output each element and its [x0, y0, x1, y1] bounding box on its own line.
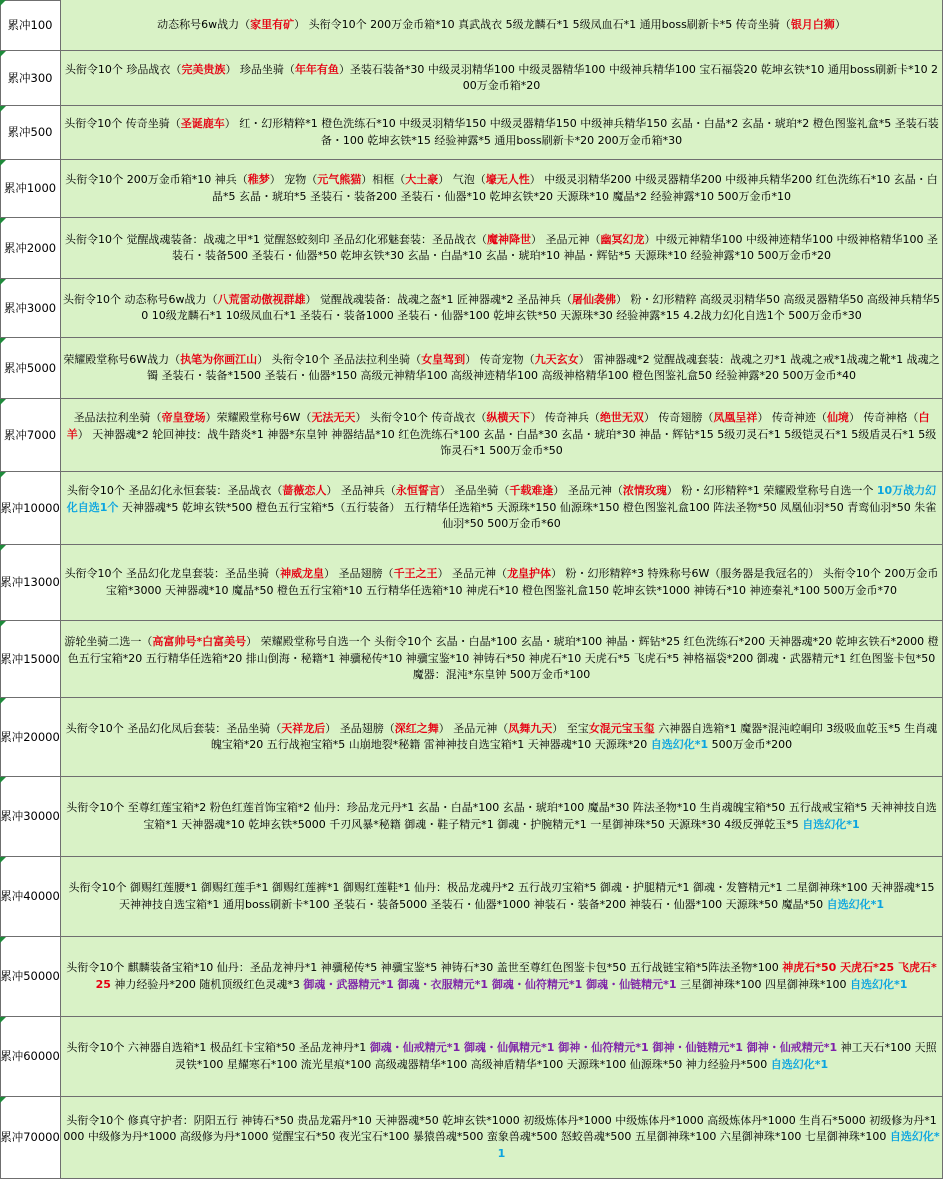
reward-cell	[61, 545, 943, 621]
cell-corner-marker	[0, 1017, 6, 1023]
reward-segment: ） 传奇宠物（	[465, 352, 535, 366]
highlight-red: 神威龙皇	[280, 567, 325, 580]
highlight-red: 龙皇护体	[507, 567, 552, 580]
reward-segment: ） 圣品元神（	[553, 484, 623, 498]
highlight-red: 执笔为你画江山	[180, 352, 258, 366]
highlight-blue: 自选幻化*1	[802, 817, 860, 831]
reward-segment: ） 圣品坐骑（	[439, 484, 510, 498]
cell-corner-marker	[0, 777, 6, 783]
tier-label	[0, 857, 61, 937]
highlight-red: 元气熊猫	[317, 173, 362, 186]
tier-label-text: 累冲70000	[0, 1130, 60, 1144]
highlight-red: 仙境	[826, 411, 849, 425]
reward-segment: 头衔令10个 圣品幻化永恒套装：圣品战衣（	[66, 484, 283, 498]
reward-segment: ） 传奇神兵（	[530, 411, 600, 425]
reward-segment: 头衔令10个 珍品战衣（	[64, 62, 182, 76]
highlight-red: 屠仙袭佛	[572, 292, 616, 306]
reward-segment: ） 头衔令10个 200万金币箱*10 真武战衣 5级龙麟石*1 5级凤血石*1 通用boss刷新卡*5 传奇坐骑（	[294, 17, 791, 31]
tier-label-text: 累冲300	[7, 70, 53, 85]
table-row	[0, 338, 943, 399]
highlight-purple: 御魂・仙戒精元*1 御魂・仙佩精元*1 御神・仙符精元*1 御神・仙链精元*1 御神・仙戒精元*1	[369, 1041, 838, 1054]
highlight-red: 无法无天	[311, 411, 356, 425]
tier-label	[0, 399, 61, 472]
cell-corner-marker	[0, 160, 6, 166]
highlight-blue: 自选幻化*1	[826, 897, 885, 911]
reward-cell	[61, 1017, 943, 1097]
cell-corner-marker	[0, 937, 6, 943]
reward-segment: ） 中级灵羽精华200 中级灵器精华200 中级神兵精华200 红色洗练石*10 玄晶・白晶*5 玄晶・琥珀*5 圣装石・装备200 圣装石・仙器*10 乾坤玄铁*20 天源珠*10 魔晶*2 经验神露*10 500万金币*10	[212, 173, 938, 203]
tier-label	[0, 937, 61, 1017]
tier-label	[0, 777, 61, 857]
table-row	[0, 857, 943, 937]
reward-segment: 游轮坐骑二选一（	[64, 635, 153, 649]
tier-label-text: 累冲15000	[0, 651, 60, 666]
table-row	[0, 472, 943, 545]
highlight-red: 银月白狮	[790, 17, 835, 31]
reward-segment: ） 头衔令10个 圣品法拉利坐骑（	[257, 352, 422, 366]
reward-segment: 天神器魂*5 乾坤玄铁*500 橙色五行宝箱*5（五行装备） 五行精华任选箱*5 天源珠*150 仙源珠*150 橙色图鉴礼盒100 阵法圣物*50 凤凰仙羽*50 青鸾仙羽*50 朱雀仙羽*50 500万金币*60	[118, 500, 937, 531]
reward-segment: ） 粉・幻形精粹 高级灵羽精华50 高级灵器精华50 高级神兵精华50 10级龙麟石*1 10级凤血石*1 圣装石・装备1000 圣装石・仙器*100 乾坤玄铁*50 天源珠*30 经验神露*15 4.2战力幻化自选1个 500万金币*30	[141, 292, 940, 322]
reward-segment: 头衔令10个 御赐红莲腰*1 御赐红莲手*1 御赐红莲裤*1 御赐红莲鞋*1 仙丹：极品龙魂丹*2 五行战刃宝箱*5 御魂・护腿精元*1 御魂・发簪精元*1 二星御神珠*100 天神器魂*15 天神神技自选宝箱*1 通用boss刷新卡*100 圣装石・装备5000 圣装石・仙器*1000 神装石・装备*200 神装石・仙器*100 天源珠*50 魔晶*50	[68, 881, 935, 911]
reward-segment: ） 圣品元神（	[531, 232, 601, 246]
highlight-red: 千载难逢	[509, 484, 554, 498]
highlight-red: 浓情玫瑰	[622, 484, 667, 498]
cell-corner-marker	[0, 545, 6, 551]
reward-cell	[61, 51, 943, 106]
reward-text	[63, 232, 940, 265]
reward-segment: ） 粉・幻形精粹*1 荣耀殿堂称号自选一个	[666, 484, 877, 498]
reward-segment: 500万金币*200	[708, 738, 793, 751]
reward-cell	[61, 338, 943, 399]
tier-label-text: 累冲40000	[0, 889, 60, 903]
highlight-red: 天祥龙后	[281, 721, 326, 735]
table-row	[0, 160, 943, 218]
highlight-red: 帝皇登场	[161, 411, 206, 425]
reward-segment: ） 传奇翅膀（	[643, 411, 714, 425]
tier-label-text: 累冲20000	[0, 729, 60, 744]
highlight-blue: 自选幻化*1	[850, 977, 908, 991]
highlight-red: 九天玄女	[534, 352, 579, 366]
reward-segment: 三星御神珠*100 四星御神珠*100	[676, 977, 850, 991]
tier-label	[0, 545, 61, 621]
tier-label-text: 累冲13000	[0, 575, 60, 589]
cell-corner-marker	[0, 621, 6, 627]
table-row	[0, 218, 943, 279]
reward-segment: ） 圣品元神（	[438, 721, 509, 735]
tier-label	[0, 51, 61, 106]
cell-corner-marker	[0, 472, 6, 478]
reward-segment: ） 圣品翅膀（	[324, 567, 394, 580]
reward-segment: ） 宠物（	[269, 173, 318, 186]
cell-corner-marker	[0, 0, 6, 6]
highlight-red: 蔷薇恋人	[282, 484, 327, 498]
highlight-red: 千王之王	[393, 567, 438, 580]
reward-text	[63, 410, 940, 460]
reward-segment: 圣品法拉利坐骑（	[73, 411, 162, 425]
reward-segment: ） 珍品坐骑（	[225, 62, 295, 76]
highlight-red: 高富帅号*白富美号	[152, 635, 247, 649]
highlight-red: 幽冥幻龙	[600, 232, 645, 246]
table-row	[0, 399, 943, 472]
reward-segment: ） 粉・幻形精粹*3 特殊称号6W（服务器是我冠名的） 头衔令10个 200万金币宝箱*3000 天神器魂*10 魔晶*50 橙色五行宝箱*10 五行精华任选箱*10 神虎石*10 橙色图鉴礼盒150 乾坤玄铁*1000 神铸石*10 神迹秦礼*100 500万金币*70	[106, 567, 939, 597]
reward-text	[63, 880, 940, 913]
reward-cell	[61, 218, 943, 279]
reward-text	[63, 960, 940, 993]
highlight-red: 白羊	[66, 411, 930, 441]
reward-segment: 头衔令10个 修真守护者：阴阳五行 神铸石*50 贵品龙霜丹*10 天神器魂*50 乾坤玄铁*1000 初级炼体丹*1000 中级炼体丹*1000 高级炼体丹*1000 生肖石*5000 初级修为丹*1000 中级修为丹*1000 高级修为丹*1000 觉醒宝石*50 夜光宝石*100 暴猿兽魂*500 蛮象兽魂*500 怒蛟兽魂*500 五星御神珠*100 六星御神珠*100 七星御神珠*100	[63, 1113, 937, 1144]
table-row	[0, 698, 943, 777]
reward-text	[63, 116, 940, 149]
reward-segment: ）相框（	[361, 173, 406, 186]
highlight-red: 神虎石*50 天虎石*25 飞虎石*25	[95, 961, 937, 991]
reward-segment: ） 天神器魂*2 轮回神技：战牛踏炎*1 神器*东皇钟 神器结晶*10 红色洗练石*100 玄晶・白晶*30 玄晶・琥珀*30 神晶・辉钻*15 5级刃灵石*1 5级铠灵石*1 5级盾灵石*1 5级饰灵石*1 500万金币*50	[77, 427, 937, 458]
reward-text	[63, 352, 940, 385]
reward-segment: ） 荣耀殿堂称号自选一个 头衔令10个 玄晶・白晶*100 玄晶・琥珀*100 神晶・辉钻*25 红色洗练石*200 天神器魂*20 乾坤玄铁石*2000 橙色五行宝箱*20 五行精华任选箱*20 排山倒海・秘籍*1 神骥秘传*10 神骥宝鉴*10 神铸石*50 神虎石*10 天虎石*5 飞虎石*5 神格福袋*200 御魂・武器精元*1 红色图鉴卡包*50 魔器：混沌*东皇钟 500万金币*100	[67, 635, 939, 682]
reward-text	[63, 634, 940, 684]
highlight-red: 八荒雷动傲视群雄	[217, 292, 306, 306]
reward-segment: 六神器自选箱*1 魔器*混沌崆峒印 3级吸血乾玉*5 生肖魂魄宝箱*20 五行战袍宝箱*5 山崩地裂*秘籍 雷神神技自选宝箱*1 天神器魂*10 天源珠*20	[210, 721, 938, 751]
reward-segment: ） 觉醒战魂装备：战魂之盔*1 匠神器魂*2 圣品神兵（	[305, 292, 572, 306]
highlight-blue: 10万战力幻化自选1个	[66, 484, 937, 514]
reward-cell	[61, 0, 943, 51]
tier-label-text: 累冲2000	[3, 240, 57, 255]
highlight-red: 绝世无双	[599, 411, 644, 425]
reward-text	[63, 800, 940, 833]
table-row	[0, 106, 943, 160]
reward-segment: ） 传奇神格（	[848, 411, 919, 425]
reward-segment: ） 至宝	[552, 721, 589, 735]
reward-segment: 头衔令10个 至尊红莲宝箱*2 粉色红莲首饰宝箱*2 仙丹：珍品龙元丹*1 玄晶・白晶*100 玄晶・琥珀*100 魔晶*30 阵法圣物*10 生肖魂魄宝箱*50 五行战戒宝箱*5 天神神技自选宝箱*1 天神器魂*10 乾坤玄铁*5000 千刃风暴*秘籍 御魂・鞋子精元*1 御魂・护腕精元*1 一星御神珠*50 天源珠*30 4级反弹乾玉*5	[66, 801, 937, 831]
tier-label	[0, 160, 61, 218]
reward-text	[63, 17, 940, 34]
tier-label-text: 累冲1000	[3, 181, 57, 195]
highlight-red: 魔神降世	[487, 232, 531, 246]
tier-label	[0, 1017, 61, 1097]
highlight-red: 女混元宝玉玺	[588, 721, 655, 735]
reward-segment: 荣耀殿堂称号6W战力（	[63, 352, 181, 366]
reward-segment: ） 雷神器魂*2 觉醒战魂套装：战魂之刃*1 战魂之戒*1战魂之靴*1 战魂之镯 圣装石・装备*1500 圣装石・仙器*150 高级元神精华100 高级神迹精华100 高级神格精华100 橙色图鉴礼盒50 经验神露*20 500万金币*40	[147, 352, 940, 382]
reward-cell	[61, 472, 943, 545]
table-row	[0, 1017, 943, 1097]
highlight-red: 大土豪	[405, 173, 439, 186]
highlight-red: 凤凰呈祥	[713, 411, 758, 425]
cell-corner-marker	[0, 1097, 6, 1103]
highlight-red: 圣诞鹿车	[180, 117, 225, 130]
highlight-red: 凤舞九天	[508, 721, 553, 735]
tier-label	[0, 338, 61, 399]
cell-corner-marker	[0, 279, 6, 285]
tier-label	[0, 0, 61, 51]
reward-segment: ）	[834, 17, 846, 31]
reward-segment: 头衔令10个 六神器自选箱*1 极品红卡宝箱*50 圣品龙神丹*1	[66, 1041, 370, 1054]
cell-corner-marker	[0, 218, 6, 224]
table-row	[0, 777, 943, 857]
reward-cell	[61, 621, 943, 698]
highlight-blue: 自选幻化*1	[497, 1130, 940, 1160]
reward-segment: 头衔令10个 圣品幻化凤后套装：圣品坐骑（	[65, 721, 282, 735]
highlight-red: 完美贵族	[181, 62, 226, 76]
reward-segment: 头衔令10个 传奇坐骑（	[64, 117, 181, 130]
reward-segment: ）圣装石装备*30 中级灵羽精华100 中级灵器精华100 中级神兵精华100 宝石福袋20 乾坤玄铁*10 通用boss刷新卡*10 200万金币箱*20	[338, 62, 939, 92]
reward-text	[63, 1040, 940, 1073]
table-row	[0, 621, 943, 698]
table-row	[0, 937, 943, 1017]
reward-cell	[61, 857, 943, 937]
reward-segment: 神力经验丹*200 随机顶级红色灵魂*3	[110, 977, 304, 991]
highlight-red: 深红之舞	[394, 721, 439, 735]
reward-text	[63, 62, 940, 95]
highlight-purple: 御魂・武器精元*1 御魂・衣服精元*1 御魂・仙符精元*1 御魂・仙链精元*1	[303, 977, 677, 991]
reward-segment: 头衔令10个 圣品幻化龙皇套装：圣品坐骑（	[64, 567, 281, 580]
cell-corner-marker	[0, 51, 6, 57]
reward-segment: 动态称号6w战力（	[157, 17, 251, 31]
cell-corner-marker	[0, 399, 6, 405]
tier-label-text: 累冲5000	[3, 360, 57, 375]
tier-label-text: 累冲7000	[3, 427, 57, 442]
tier-label-text: 累冲60000	[0, 1049, 60, 1063]
tier-label	[0, 698, 61, 777]
reward-segment: ） 气泡（	[438, 173, 486, 186]
cell-corner-marker	[0, 698, 6, 704]
reward-segment: ） 圣品神兵（	[326, 484, 396, 498]
reward-segment: ） 红・幻形精粹*1 橙色洗练石*10 中级灵羽精华150 中级灵器精华150 中级神兵精华150 玄晶・白晶*2 玄晶・琥珀*2 橙色图鉴礼盒*5 圣装石装备・100 乾坤玄铁*15 经验神露*5 通用boss刷新卡*20 200万金币箱*30	[224, 117, 939, 147]
tier-label-text: 累冲10000	[0, 500, 60, 515]
tier-label-text: 累冲3000	[3, 300, 57, 315]
tier-label	[0, 106, 61, 160]
reward-segment: ） 圣品元神（	[437, 567, 508, 580]
tier-label	[0, 1097, 61, 1179]
tier-label-text: 累冲100	[7, 17, 53, 32]
tier-label	[0, 279, 61, 338]
reward-segment: ）荣耀殿堂称号6W（	[205, 411, 312, 425]
highlight-red: 稚梦	[247, 173, 270, 186]
reward-segment: 头衔令10个 麒麟装备宝箱*10 仙丹：圣品龙神丹*1 神骥秘传*5 神骥宝鉴*5 神铸石*30 盖世至尊红色图鉴卡包*50 五行战链宝箱*5阵法圣物*100	[66, 961, 783, 974]
table-row	[0, 279, 943, 338]
table-row	[0, 1097, 943, 1179]
table-row	[0, 0, 943, 51]
reward-text	[63, 1113, 940, 1163]
highlight-red: 年年有鱼	[294, 62, 339, 76]
cell-corner-marker	[0, 338, 6, 344]
cell-corner-marker	[0, 106, 6, 112]
reward-cell	[61, 777, 943, 857]
highlight-red: 纵横天下	[486, 411, 531, 425]
highlight-blue: 自选幻化*1	[770, 1057, 829, 1071]
table-row	[0, 51, 943, 106]
reward-cell	[61, 160, 943, 218]
tier-label-text: 累冲50000	[0, 969, 60, 983]
reward-segment: ） 传奇神迹（	[757, 411, 827, 425]
reward-cell	[61, 279, 943, 338]
highlight-red: 家里有矿	[250, 17, 295, 31]
tier-label-text: 累冲500	[7, 125, 53, 139]
reward-text	[63, 566, 940, 599]
reward-text	[63, 721, 940, 754]
reward-segment: ）中级元神精华100 中级神迹精华100 中级神格精华100 圣装石・装备500 圣装石・仙器*50 乾坤玄铁*30 玄晶・白晶*10 玄晶・琥珀*10 神晶・辉钻*5 天源珠*10 经验神露*10 500万金币*20	[172, 232, 938, 262]
reward-cell	[61, 937, 943, 1017]
reward-segment: 头衔令10个 200万金币箱*10 神兵（	[65, 173, 248, 186]
tier-label	[0, 621, 61, 698]
highlight-red: 永恒誓言	[395, 484, 440, 498]
reward-segment: 头衔令10个 觉醒战魂装备：战魂之甲*1 觉醒怒蛟刻印 圣品幻化邪魅套装：圣品战衣（	[65, 232, 487, 246]
reward-segment: ） 圣品翅膀（	[325, 721, 395, 735]
cell-corner-marker	[0, 857, 6, 863]
reward-segment: 神工天石*100 天照灵铁*100 星耀寒石*100 流光星痕*100 高级魂器精华*100 高级神盾精华*100 天源珠*100 仙源珠*50 神力经验丹*500	[174, 1041, 937, 1071]
reward-cell	[61, 1097, 943, 1179]
tier-label	[0, 218, 61, 279]
reward-cell	[61, 106, 943, 160]
highlight-red: 壕无人性	[485, 173, 530, 186]
highlight-blue: 自选幻化*1	[650, 738, 709, 751]
reward-segment: ） 头衔令10个 传奇战衣（	[355, 411, 487, 425]
reward-cell	[61, 399, 943, 472]
tier-label	[0, 472, 61, 545]
reward-text	[63, 172, 940, 205]
table-row	[0, 545, 943, 621]
tier-label-text: 累冲30000	[0, 809, 60, 823]
highlight-red: 女皇驾到	[421, 352, 466, 366]
reward-segment: 头衔令10个 动态称号6w战力（	[63, 292, 218, 306]
reward-text	[63, 483, 940, 533]
reward-text	[63, 292, 940, 325]
reward-cell	[61, 698, 943, 777]
